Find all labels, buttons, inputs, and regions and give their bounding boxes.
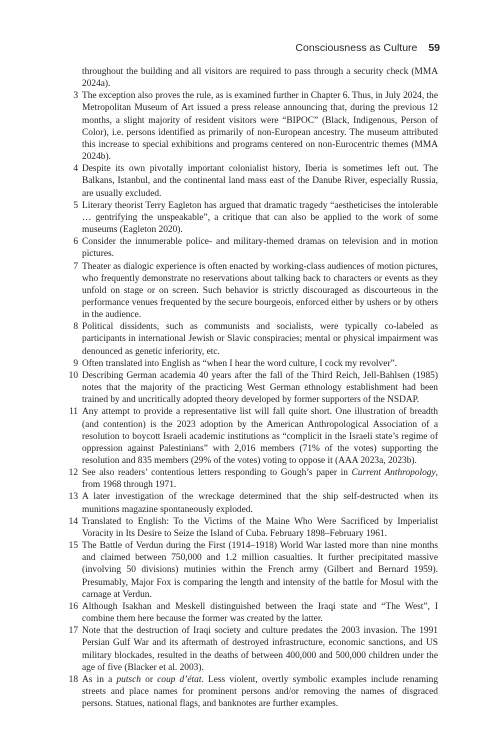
- endnote-text: Literary theorist Terry Eagleton has argued that dramatic tragedy “aestheticises the intolerable … gentrifying the unspeakable”, a critique that can also be applied to the work of some museums (Eagleton 2020).: [82, 200, 438, 236]
- endnote-number: 10: [68, 370, 78, 381]
- endnote-text: The exception also proves the rule, as is examined further in Chapter 6. Thus, in July 2024, the Metropolitan Museum of Art issued a press release announcing that, during the previous 12 months, a slight majority of resident visitors were “BIPOC” (Black, Indigenous, Person of Color), i.e. persons identified as primarily of non-European ancestry. The museum attributed this increase to special exhibitions and programs centered on non-Eurocentric themes (MMA 2024b).: [82, 91, 438, 163]
- journal-title: Current Anthropology: [351, 468, 436, 479]
- running-title: Consciousness as Culture: [295, 42, 418, 54]
- endnote-number: 12: [68, 468, 78, 479]
- endnote-text-part: See also readers’ contentious letters responding to Gough’s paper in: [82, 468, 352, 479]
- endnote-16: [66, 601, 438, 625]
- running-head: [295, 42, 440, 54]
- endnote-7: [66, 261, 438, 322]
- endnote-text: A later investigation of the wreckage determined that the ship self-destructed when its munitions magazine spontaneously exploded.: [82, 492, 438, 515]
- endnote-text-part: or: [140, 674, 158, 685]
- endnote-17: [66, 625, 438, 674]
- endnote-number: 18: [68, 674, 78, 685]
- endnote-number: 5: [73, 200, 78, 211]
- endnote-text: The Battle of Verdun during the First (1914–1918) World War lasted more than nine months and claimed between 750,000 and 1.2 million casualties. It further precipitated massive (involving 50 divisions) mutinies within the French army (Gilbert and Bernard 1959). Presumably, Major Fox is comparing the length and intensity of the battle for Mosul with the carnage at Verdun.: [82, 541, 438, 600]
- endnote-text: Theater as dialogic experience is often enacted by working-class audiences of motion pictures, who frequently demonstrate no reservations about talking back to characters or events as they unfold on stage or on screen. Such behavior is strictly discouraged as discourteous in the performance venues frequented by the secure bourgeois, enforced either by ushers or by others in the audience.: [82, 261, 438, 321]
- endnote-4: [66, 163, 438, 199]
- endnote-number: 13: [68, 492, 78, 503]
- endnote-number: 9: [73, 358, 78, 369]
- endnote-text-part: As in a: [82, 674, 117, 685]
- endnote-8: [66, 321, 438, 357]
- endnote-number: 15: [68, 541, 78, 552]
- endnote-3: [66, 90, 438, 163]
- endnote-18: [66, 674, 438, 710]
- endnote-text-part: , from 1968 through 1971.: [82, 468, 439, 491]
- endnote-number: 4: [73, 164, 78, 175]
- endnote-number: 16: [68, 601, 78, 612]
- endnote-continuation: [66, 66, 438, 90]
- endnote-10: [66, 370, 438, 406]
- endnote-number: 7: [73, 261, 78, 272]
- endnote-number: 6: [73, 237, 78, 248]
- endnote-12: [66, 467, 438, 491]
- endnote-text: Note that the destruction of Iraqi society and culture predates the 2003 invasion. The 1991 Persian Gulf War and its aftermath of destroyed infrastructure, economic sanctions, and US military blockades, resulted in the deaths of between 400,000 and 500,000 children under the age of five (Blacker et al. 2003).: [82, 626, 438, 673]
- endnote-11: [66, 406, 438, 467]
- page-number: 59: [428, 42, 440, 54]
- endnote-text: Any attempt to provide a representative list will fall quite short. One illustration of breadth (and contention) is the 2023 adoption by the American Anthropological Association of a resolution to boycott Israeli academic institutions as “complicit in the Israeli state’s regime of oppression against Palestinians” with 2,016 members (71% of the votes) supporting the resolution and 835 members (29% of the votes) voting to oppose it (AAA 2023a, 2023b).: [82, 407, 438, 466]
- endnote-number: 14: [68, 516, 78, 527]
- endnote-text: Although Isakhan and Meskell distinguished between the Iraqi state and “The West”, I combine them here because the former was created by the latter.: [82, 601, 438, 625]
- endnote-text: [82, 675, 438, 709]
- endnote-13: [66, 491, 438, 515]
- endnote-text: Political dissidents, such as communists and socialists, were typically co-labeled as participants in international Jewish or Slavic conspiracies; mental or physical impairment was denounced as genetic inferiority, etc.: [82, 322, 438, 357]
- endnote-15: [66, 540, 438, 601]
- endnote-text: Describing German academia 40 years after the fall of the Third Reich, Jell-Bahlsen (1985) notes that the majority of the practicing West German ethnology establishment had been trained by and uncritically adopted theory developed by former supporters of the NSDAP.: [82, 370, 438, 406]
- endnote-5: [66, 200, 438, 236]
- endnote-number: 3: [73, 91, 78, 102]
- endnote-text: Translated to English: To the Victims of the Maine Who Were Sacrificed by Imperialist Voracity in Its Desire to Seize the Island of Cuba. February 1898–February 1961.: [82, 516, 438, 539]
- endnotes-list: [66, 66, 438, 710]
- endnote-text: Despite its own pivotally important colonialist history, Iberia is sometimes left out. The Balkans, Istanbul, and the continental land mass east of the Danube River, especially Russia, are usually excluded.: [82, 164, 438, 199]
- endnote-number: 8: [73, 322, 78, 333]
- italic-term: coup d’état: [157, 674, 202, 685]
- endnote-text: [82, 468, 438, 490]
- endnote-text: Often translated into English as “when I hear the word culture, I cock my revolver”.: [82, 358, 397, 369]
- endnote-text: throughout the building and all visitors are required to pass through a security check (MMA 2024a).: [82, 67, 438, 90]
- endnote-6: [66, 236, 438, 260]
- endnote-number: 11: [68, 407, 78, 418]
- italic-term: putsch: [116, 674, 141, 685]
- endnote-14: [66, 516, 438, 540]
- endnote-text: Consider the innumerable police- and military-themed dramas on television and in motion pictures.: [82, 237, 438, 260]
- endnote-9: [66, 358, 438, 370]
- endnote-number: 17: [68, 626, 78, 637]
- endnote-text-part: . Less violent, overtly symbolic examples include renaming streets and place names for prominent persons and/or removing the names of disgraced persons. Statues, national flags, and banknotes are further examples.: [82, 674, 439, 710]
